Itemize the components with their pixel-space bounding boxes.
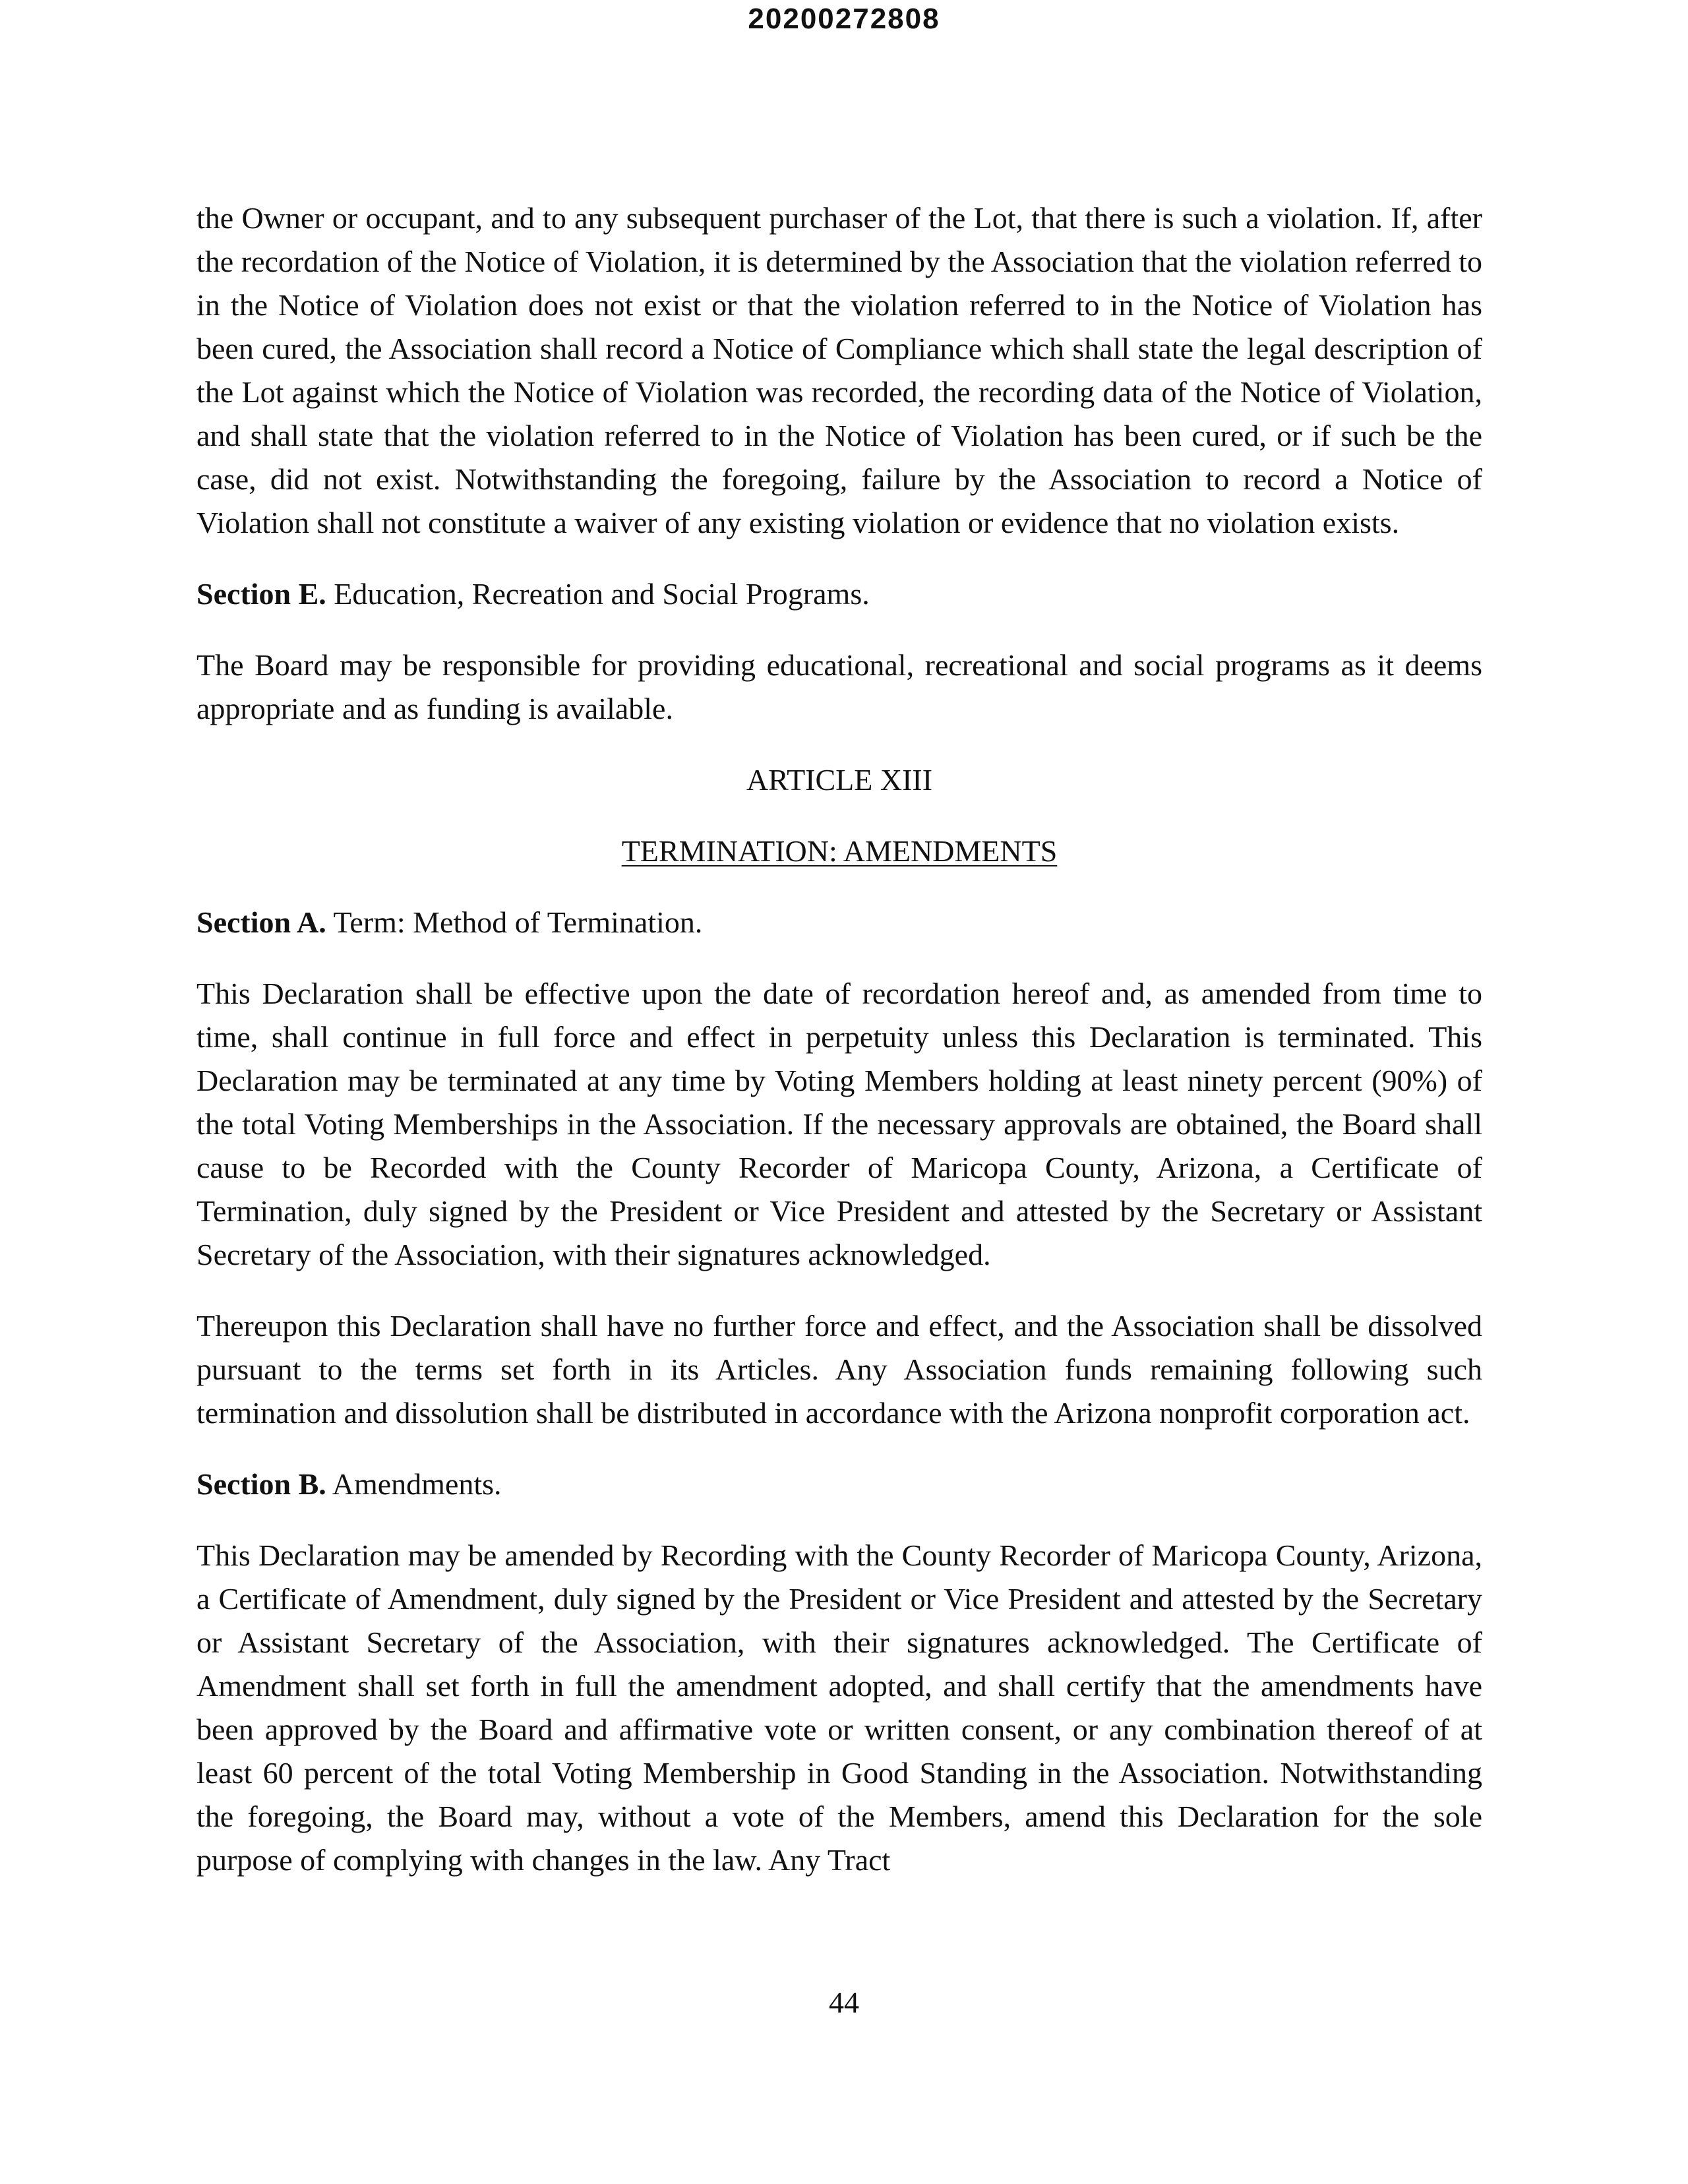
section-a-heading: [196, 901, 1482, 944]
section-b-title: Amendments.: [332, 1467, 502, 1501]
section-e-heading: [196, 572, 1482, 616]
paragraph-notice-of-violation: the Owner or occupant, and to any subsequent purchaser of the Lot, that there is such a violation. If, after the recordation of the Notice of Violation, it is determined by the Association that the violation referred to in the Notice of Violation does not exist or that the violation referred to in the Notice of Violation has been cured, the Association shall record a Notice of Compliance which shall state the legal description of the Lot against which the Notice of Violation was recorded, the recording data of the Notice of Violation, and shall state that the violation referred to in the Notice of Violation has been cured, or if such be the case, did not exist. Notwithstanding the foregoing, failure by the Association to record a Notice of Violation shall not constitute a waiver of any existing violation or evidence that no violation exists.: [196, 201, 1482, 539]
article-title: TERMINATION: AMENDMENTS: [621, 834, 1058, 868]
paragraph-termination: This Declaration shall be effective upon the date of recordation hereof and, as amended from time to time, shall continue in full force and effect in perpetuity unless this Declaration is terminated. This Declaration may be terminated at any time by Voting Members holding at least ninety percent (90%) of the total Voting Memberships in the Association. If the necessary approvals are obtained, the Board shall cause to be Recorded with the County Recorder of Maricopa County, Arizona, a Certificate of Termination, duly signed by the President or Vice President and attested by the Secretary or Assistant Secretary of the Association, with their signatures acknowledged.: [196, 977, 1482, 1271]
section-e-title: Education, Recreation and Social Programs.: [334, 577, 870, 611]
page-number: 44: [829, 1986, 859, 2019]
paragraph-programs: The Board may be responsible for providing educational, recreational and social programs as it deems appropriate and as funding is available.: [196, 648, 1482, 725]
document-number: 20200272808: [748, 3, 940, 35]
section-e-label: Section E.: [196, 577, 326, 611]
section-b-label: Section B.: [196, 1467, 326, 1501]
section-a-label: Section A.: [196, 905, 326, 939]
section-a-title: Term: Method of Termination.: [333, 905, 703, 939]
paragraph-dissolution: Thereupon this Declaration shall have no further force and effect, and the Association shall be dissolved pursuant to the terms set forth in its Articles. Any Association funds remaining following such termination and dissolution shall be distributed in accordance with the Arizona nonprofit corporation act.: [196, 1309, 1482, 1430]
article-number: ARTICLE XIII: [746, 763, 933, 797]
section-b-heading: [196, 1463, 1482, 1506]
paragraph-amendments: This Declaration may be amended by Recording with the County Recorder of Maricopa County, Arizona, a Certificate of Amendment, duly signed by the President or Vice President and attested by the Secretary or Assistant Secretary of the Association, with their signatures acknowledged. The Certificate of Amendment shall set forth in full the amendment adopted, and shall certify that the amendments have been approved by the Board and affirmative vote or written consent, or any combination thereof of at least 60 percent of the total Voting Membership in Good Standing in the Association. Notwithstanding the foregoing, the Board may, without a vote of the Members, amend this Declaration for the sole purpose of complying with changes in the law. Any Tract: [196, 1538, 1482, 1877]
page-body: [196, 197, 1482, 1910]
